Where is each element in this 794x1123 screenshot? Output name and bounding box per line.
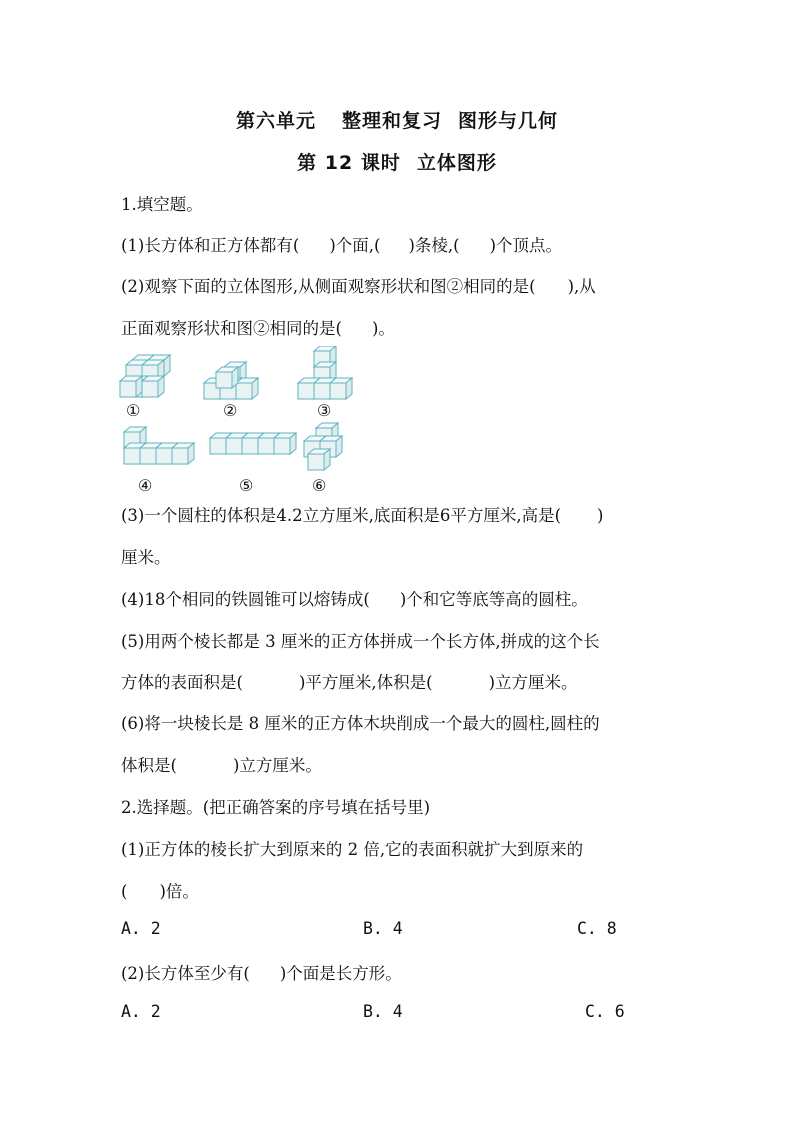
q1-item-3-line-2: 厘米。: [121, 548, 171, 567]
q2-item-1-option-c[interactable]: C. 8: [577, 919, 617, 938]
cube-figures-drawing: [116, 346, 376, 496]
figure-label: ③: [317, 401, 332, 420]
q1-item-6-line-1: (6)将一块棱长是 8 厘米的正方体木块削成一个最大的圆柱,圆柱的: [121, 714, 600, 733]
q1-item-1: (1)长方体和正方体都有( )个面,( )条棱,( )个顶点。: [121, 236, 562, 255]
q1-item-3-line-1: (3)一个圆柱的体积是4.2立方厘米,底面积是6平方厘米,高是( ): [121, 506, 604, 525]
figure-2: [204, 362, 258, 399]
q1-item-5-line-2: 方体的表面积是( )平方厘米,体积是( )立方厘米。: [121, 673, 578, 692]
figure-1: [120, 355, 170, 397]
figure-label: ⑤: [239, 476, 254, 495]
lesson-title: 第 12 课时 立体图形: [297, 152, 497, 174]
q2-item-1-option-a[interactable]: A. 2: [121, 919, 161, 938]
cube-figures: [116, 346, 376, 496]
q1-item-2-line-2: 正面观察形状和图②相同的是( )。: [121, 319, 395, 338]
q2-item-2-option-a[interactable]: A. 2: [121, 1002, 161, 1021]
q2-item-2-option-b[interactable]: B. 4: [363, 1002, 403, 1021]
q2-heading: 2.选择题。(把正确答案的序号填在括号里): [121, 798, 431, 817]
figure-label: ④: [138, 476, 153, 495]
unit-cube: [236, 378, 258, 399]
figure-4: [124, 427, 194, 464]
q1-heading: 1.填空题。: [121, 195, 203, 214]
unit-cube: [120, 376, 142, 397]
q2-item-2: (2)长方体至少有( )个面是长方形。: [121, 964, 402, 983]
q1-item-6-line-2: 体积是( )立方厘米。: [121, 756, 322, 775]
q2-item-1-line-1: (1)正方体的棱长扩大到原来的 2 倍,它的表面积就扩大到原来的: [121, 840, 584, 859]
unit-cube: [142, 376, 164, 397]
figure-3: [298, 346, 352, 399]
q1-item-5-line-1: (5)用两个棱长都是 3 厘米的正方体拼成一个长方体,拼成的这个长: [121, 632, 600, 651]
figure-label: ①: [126, 401, 141, 420]
unit-cube: [330, 378, 352, 399]
q1-item-2-line-1: (2)观察下面的立体图形,从侧面观察形状和图②相同的是( ),从: [121, 277, 596, 296]
figure-label: ②: [223, 401, 238, 420]
unit-cube: [274, 433, 296, 454]
unit-cube: [216, 367, 238, 388]
figure-6: [304, 423, 342, 470]
figure-label: ⑥: [312, 476, 327, 495]
q2-item-1-option-b[interactable]: B. 4: [363, 919, 403, 938]
unit-cube: [308, 449, 330, 470]
figure-5: [210, 433, 296, 454]
unit-title: 第六单元 整理和复习 图形与几何: [235, 110, 559, 132]
q1-item-4: (4)18个相同的铁圆锥可以熔铸成( )个和它等底等高的圆柱。: [121, 590, 588, 609]
q2-item-2-option-c[interactable]: C. 6: [585, 1002, 625, 1021]
unit-cube: [172, 443, 194, 464]
q2-item-1-line-2: ( )倍。: [121, 882, 199, 901]
